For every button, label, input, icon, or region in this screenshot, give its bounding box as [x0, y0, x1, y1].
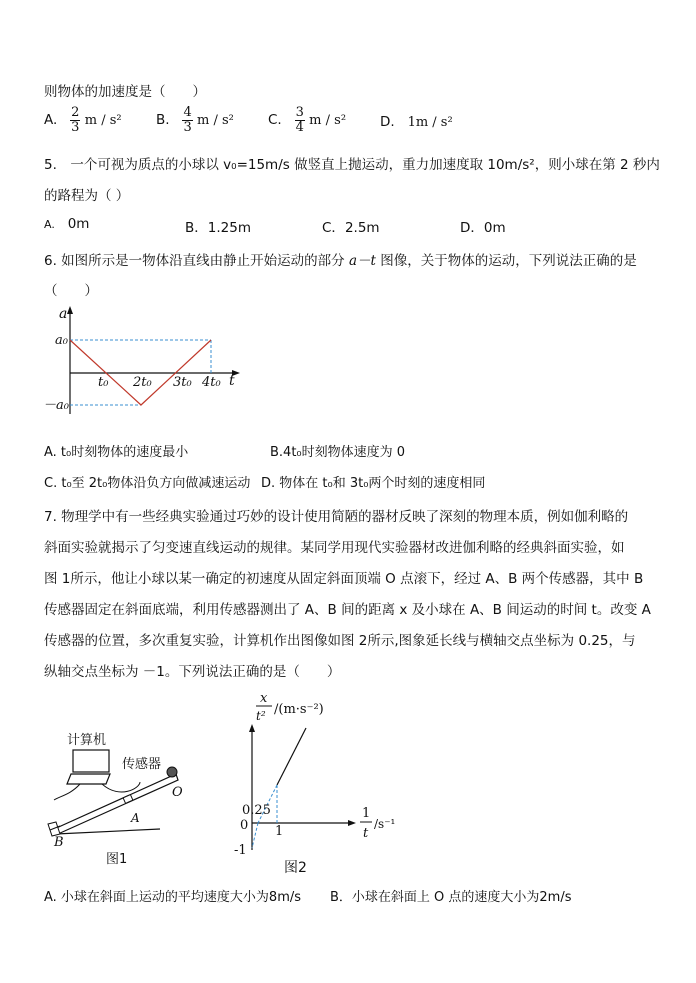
- q4-option-c-unit: m / s²: [309, 113, 347, 129]
- q4-option-b-unit: m / s²: [197, 113, 234, 129]
- q5-option-d: D．0m: [460, 220, 506, 236]
- q5-option-c: C．2.5m: [322, 220, 380, 236]
- fig2-y-label-num: x: [260, 691, 268, 706]
- q4-option-d: [380, 114, 453, 130]
- q4-option-d-letter: D.: [380, 114, 395, 130]
- fig2-x-label-num: 1: [362, 806, 371, 821]
- q5-stem-line2: 的路程为（ ）: [44, 188, 130, 204]
- q6-tick-2t0: 2t₀: [133, 375, 152, 390]
- q5-option-a: A. 0m: [44, 216, 90, 232]
- fig2-caption: 图2: [284, 860, 307, 876]
- q4-option-b-fraction: $\frac{4}{3}$: [183, 105, 192, 135]
- q4-option-c-fraction: $\frac{3}{4}$: [295, 105, 304, 135]
- q6-option-a: A. t₀时刻物体的速度最小: [44, 445, 189, 460]
- q6-option-d: D. 物体在 t₀和 3t₀两个时刻的速度相同: [261, 476, 486, 491]
- q7-stem-line5: 传感器的位置，多次重复实验，计算机作出图像如图 2所示,图象延长线与横轴交点坐标为 0.25，与: [44, 633, 636, 649]
- fig1-sensor-label: 传感器: [122, 757, 162, 772]
- computer-screen-icon: [73, 750, 109, 772]
- fig1-label-O: O: [172, 785, 183, 800]
- fig1-label-B: B: [54, 835, 64, 850]
- fig2-origin: 0: [240, 818, 249, 833]
- q7-stem-line4: 传感器固定在斜面底端，利用传感器测出了 A、B 间的距离 x 及小球在 A、B 间运动的时间 t。改变 A: [44, 602, 651, 618]
- fig1-caption: 图1: [106, 852, 128, 867]
- q6-stem-line1: 6. 如图所示是一物体沿直线由静止开始运动的部分 a－t 图像，关于物体的运动，下列说法正确的是: [44, 253, 637, 269]
- q6-stem-line2: （ ）: [44, 283, 98, 299]
- q4-option-b-letter: B.: [156, 112, 170, 129]
- q5-stem-line1: 5. 一个可视为质点的小球以 v₀=15m/s 做竖直上抛运动，重力加速度取 10m/s²，则小球在第 2 秒内: [44, 157, 660, 173]
- q6-y-label: a: [59, 306, 68, 322]
- q7-option-b: B．小球在斜面上 O 点的速度大小为2m/s: [330, 890, 572, 905]
- q7-figure1: [40, 730, 200, 870]
- q6-option-c: C. t₀至 2t₀物体沿负方向做减速运动: [44, 476, 251, 491]
- q6-tick-4t0: 4t₀: [202, 375, 221, 390]
- fig2-y-unit: /(m·s⁻²): [274, 702, 324, 717]
- q4-option-a-fraction: $\frac{2}{3}$: [71, 105, 80, 135]
- q6-neg-a0-label: －a₀: [43, 398, 69, 413]
- sensor-a-block: [123, 795, 133, 804]
- fig1-computer-label: 计算机: [67, 733, 107, 748]
- fig2-x-intercept: 0.25: [242, 803, 271, 818]
- sensor-wire-b: [54, 784, 80, 800]
- fig2-y-intercept: -1: [234, 843, 247, 858]
- fig2-data-line: [277, 728, 306, 785]
- q4-option-b: [156, 106, 234, 134]
- q7-stem-line6: 纵轴交点坐标为 －1。下列说法正确的是（ ）: [44, 664, 341, 680]
- q6-x-label: t: [229, 373, 235, 389]
- incline-base: [56, 829, 160, 834]
- q6-tick-3t0: 3t₀: [173, 375, 192, 390]
- q7-stem-line3: 图 1所示，他让小球以某一确定的初速度从固定斜面顶端 O 点滚下，经过 A、B 两个传感器，其中 B: [44, 571, 644, 587]
- q4-option-a: [44, 106, 122, 134]
- q5-option-b: B．1.25m: [185, 220, 251, 236]
- fig2-y-label-den: t²: [256, 709, 266, 723]
- q4-option-c: [268, 106, 346, 134]
- q6-option-b: B.4t₀时刻物体速度为 0: [270, 445, 406, 460]
- sensor-b-block: [48, 822, 60, 836]
- q4-option-a-letter: A.: [44, 112, 58, 129]
- computer-keyboard-icon: [67, 774, 110, 784]
- ball-icon: [167, 767, 177, 777]
- fig2-x-unit: /s⁻¹: [374, 817, 396, 831]
- q6-a0-label: a₀: [55, 333, 68, 348]
- fig2-x-label-den: t: [363, 826, 369, 841]
- fig2-x-tick-1: 1: [275, 824, 284, 839]
- q6-tick-t0: t₀: [98, 375, 109, 390]
- q6-variable: a－t: [348, 253, 376, 269]
- q4-option-c-letter: C.: [268, 112, 282, 129]
- q7-figure2: [228, 688, 408, 878]
- q7-stem-line2: 斜面实验就揭示了匀变速直线运动的规律。某同学用现代实验器材改进伽利略的经典斜面实验，如: [44, 540, 625, 556]
- fig1-label-A: A: [131, 811, 140, 825]
- q4-stem: 则物体的加速度是（ ）: [44, 84, 206, 100]
- q6-a-t-graph: [40, 302, 250, 420]
- q7-option-a: A. 小球在斜面上运动的平均速度大小为8m/s: [44, 890, 302, 905]
- sensor-wire: [102, 782, 140, 792]
- q6-y-arrow: [67, 306, 73, 314]
- q4-option-a-unit: m / s²: [84, 113, 122, 129]
- q4-option-d-value: 1m / s²: [407, 115, 453, 130]
- q7-stem-line1: 7. 物理学中有一些经典实验通过巧妙的设计使用简陋的器材反映了深刻的物理本质，例如伽利略的: [44, 509, 629, 525]
